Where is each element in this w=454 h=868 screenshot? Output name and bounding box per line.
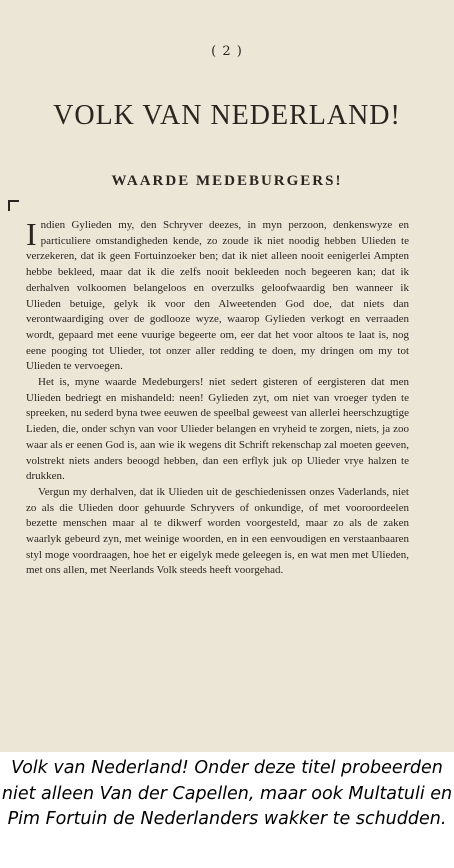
- paragraph-1-text: ndien Gylieden my, den Schryver deezes, in myn perzoon, denkenswyze en particuliere omstandigheden kende, zo zoude ik niet noodig hebben Ulieden te verzekeren, dat ik geen Fortuinzoeker ben; dat ik niet alleen nooit eenigerlei Ampten hebbe bekleed, maar dat ik die zelfs nooit bekleeden noch begeeren kan; dat ik derhalven volkoomen belangeloos en overzulks geloofwaardig ben wanneer ik Ulieden betuige, gelyk ik voor den Alweetenden God doe, dat niets dan verontwaardiging over de godlooze wyze, waarop Gylieden verkogt en verraaden wordt, gepaard met eene vuurige begeerte om, eer dat het voor altoos te laat is, nog eene pooging tot Ulieder, tot onzer aller redding te doen, my dringen om my tot Ulieden te vervoegen.: [26, 219, 409, 373]
- paragraph-1: [26, 218, 409, 375]
- document-subtitle: WAARDE MEDEBURGERS!: [111, 173, 343, 189]
- page-number: ( 2 ): [211, 44, 243, 59]
- paragraph-3: Vergun my derhalven, dat ik Ulieden uit de geschiedenissen onzes Vaderlands, niet zo als die Ulieden door gehuurde Schryvers of onkundige, of met vooroordeelen bezette menschen maar al te dikwerf worden voorgesteld, maar zo als de zaken waarlyk gebeurd zyn, met weinige woorden, en in een eenvoudigen en verstaanbaaren styl moge voordraagen, hoe het er eigelyk mede geleegen is, en wat men met Ulieden, met ons allen, met Neerlands Volk steeds heeft voorgehad.: [26, 485, 409, 577]
- paragraph-2: Het is, myne waarde Medeburgers! niet sedert gisteren of eergisteren dat men Ulieden bedriegt en mishandeld: neen! Gylieden zyt, om niet van vroeger tyden te spreeken, nu sederd byna twee eeuwen de speelbal geweest van allerlei heerschzugtige Lieden, die, onder schyn van voor Ulieder belangen en vryheid te zorgen, niets, ja zoo waar als er eenen God is, aan wie ik wegens dit Schrift rekenschap zal moeten geeven, volstrekt niets anders beoogd hebben, dan een erflyk juk op Ulieder vrye halzen te drukken.: [26, 376, 409, 483]
- document-body: [26, 218, 409, 579]
- drop-cap: I: [26, 216, 37, 252]
- corner-bracket-mark: [8, 200, 19, 211]
- document-title: VOLK VAN NEDERLAND!: [53, 100, 401, 131]
- image-caption: Volk van Nederland! Onder deze titel probeerden niet alleen Van der Capellen, maar ook Multatuli en Pim Fortuin de Nederlanders wakker te schudden.: [1, 758, 453, 829]
